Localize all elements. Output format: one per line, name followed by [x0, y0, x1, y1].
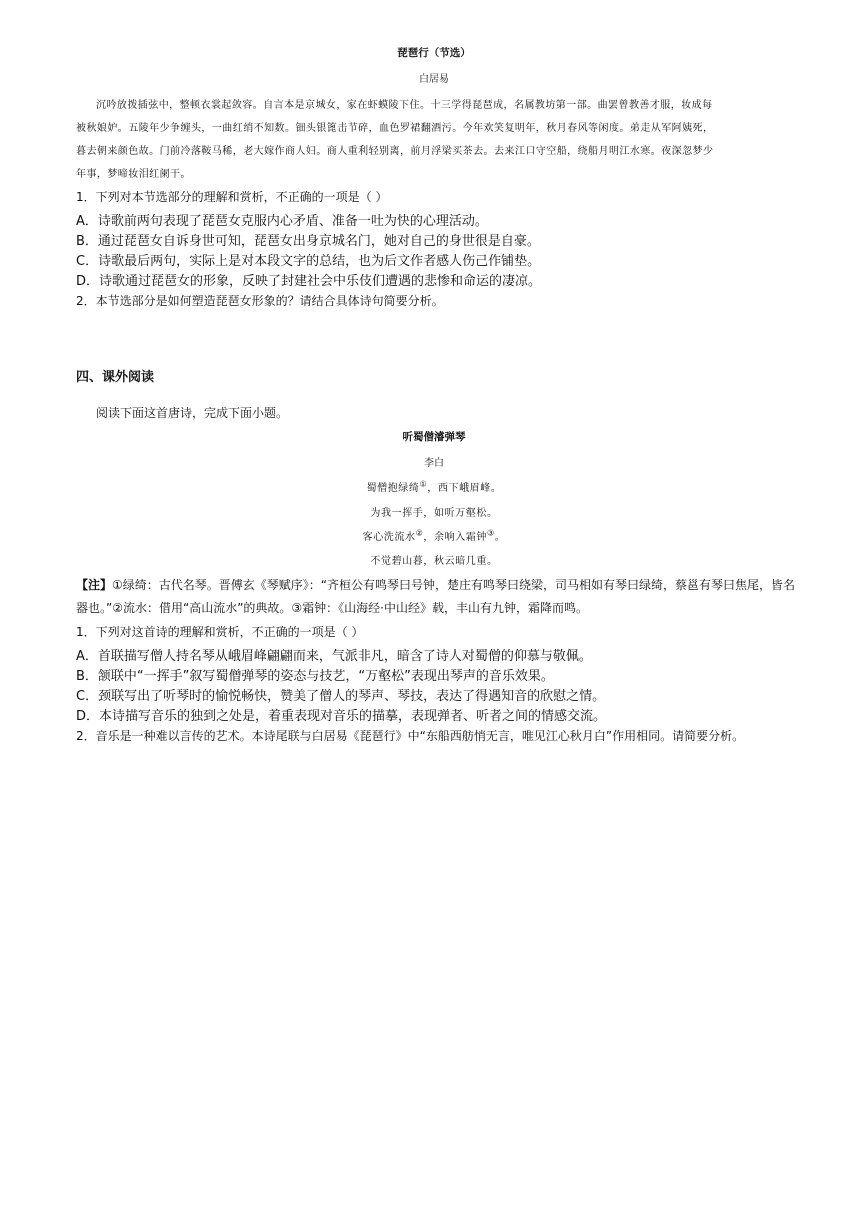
annotation-label: 【注】 [76, 578, 113, 592]
annotation-line: 器也。”②流水：借用“高山流水”的典故。③霜钟：《山海经·中山经》载，丰山有九钟，霜降而鸣。 [76, 601, 588, 615]
poem-verse: 不觉碧山暮，秋云暗几重。 [370, 556, 498, 567]
poem-verse: 蜀僧抱绿绮①，西下峨眉峰。 [366, 479, 502, 494]
poem-author: 白居易 [419, 74, 449, 85]
poem-title: 琵琶行（节选） [397, 47, 471, 59]
option-a: A．首联描写僧人持名琴从峨眉峰翩翩而来，气派非凡，暗含了诗人对蜀僧的仰慕与敬佩。 [76, 649, 592, 664]
footnote-mark: ③ [487, 528, 495, 538]
poem-verse: 客心洗流水②，余响入霜钟③。 [362, 528, 506, 543]
question-1: 1．下列对本节选部分的理解和赏析，不正确的一项是（ ） [76, 190, 388, 204]
option-a: A．诗歌前两句表现了琵琶女克服内心矛盾、准备一吐为快的心理活动。 [76, 214, 488, 229]
option-c: C．颈联写出了听琴时的愉悦畅快，赞美了僧人的琴声、琴技，表达了得遇知音的欣慰之情。 [76, 689, 606, 704]
passage-line: 被秋娘妒。五陵年少争缠头，一曲红绡不知数。钿头银篦击节碎，血色罗裙翻酒污。今年欢笑复明年，秋月春风等闲度。弟走从军阿姨死， [76, 123, 714, 134]
annotation-line: 【注】①绿绮：古代名琴。晋傅玄《琴赋序》：“齐桓公有鸣琴曰号钟，楚庄有鸣琴曰绕梁，司马相如有琴曰绿绮，蔡邕有琴曰焦尾，皆名 [76, 578, 795, 592]
section-heading: 四、课外阅读 [76, 370, 155, 385]
option-d: D．诗歌通过琵琶女的形象，反映了封建社会中乐伎们遭遇的悲惨和命运的凄凉。 [76, 274, 542, 289]
option-b: B．颔联中“一挥手”叙写蜀僧弹琴的姿态与技艺，“万壑松”表现出琴声的音乐效果。 [76, 669, 554, 684]
poem-verse: 为我一挥手，如听万壑松。 [370, 508, 498, 519]
option-b: B．通过琵琶女自诉身世可知，琵琶女出身京城名门，她对自己的身世很是自豪。 [76, 234, 540, 249]
passage-line: 沉吟放拨插弦中，整顿衣裳起敛容。自言本是京城女，家在虾蟆陵下住。十三学得琵琶成，名属教坊第一部。曲罢曾教善才服，妆成每 [96, 100, 713, 111]
poem-author: 李白 [424, 458, 444, 469]
instruction: 阅读下面这首唐诗，完成下面小题。 [96, 406, 289, 420]
option-d: D．本诗描写音乐的独到之处是，着重表现对音乐的描摹，表现弹者、听者之间的情感交流。 [76, 709, 607, 724]
question-2: 2．本节选部分是如何塑造琵琶女形象的？请结合具体诗句简要分析。 [76, 294, 444, 308]
footnote-mark: ① [419, 479, 428, 489]
footnote-mark: ② [415, 528, 424, 538]
question-1: 1．下列对这首诗的理解和赏析，不正确的一项是（ ） [76, 625, 364, 639]
poem-title: 听蜀僧濬弹琴 [402, 431, 466, 443]
option-c: C．诗歌最后两句，实际上是对本段文字的总结，也为后文作者感人伤己作铺垫。 [76, 254, 541, 269]
passage-line: 暮去朝来颜色故。门前冷落鞍马稀，老大嫁作商人妇。商人重利轻别离，前月浮梁买茶去。去来江口守空船，绕船月明江水寒。夜深忽梦少 [76, 146, 714, 157]
question-2: 2．音乐是一种难以言传的艺术。本诗尾联与白居易《琵琶行》中“东船西舫悄无言，唯见江心秋月白”作用相同。请简要分析。 [76, 729, 745, 743]
passage-line: 年事，梦啼妆泪红阑干。 [76, 169, 191, 180]
